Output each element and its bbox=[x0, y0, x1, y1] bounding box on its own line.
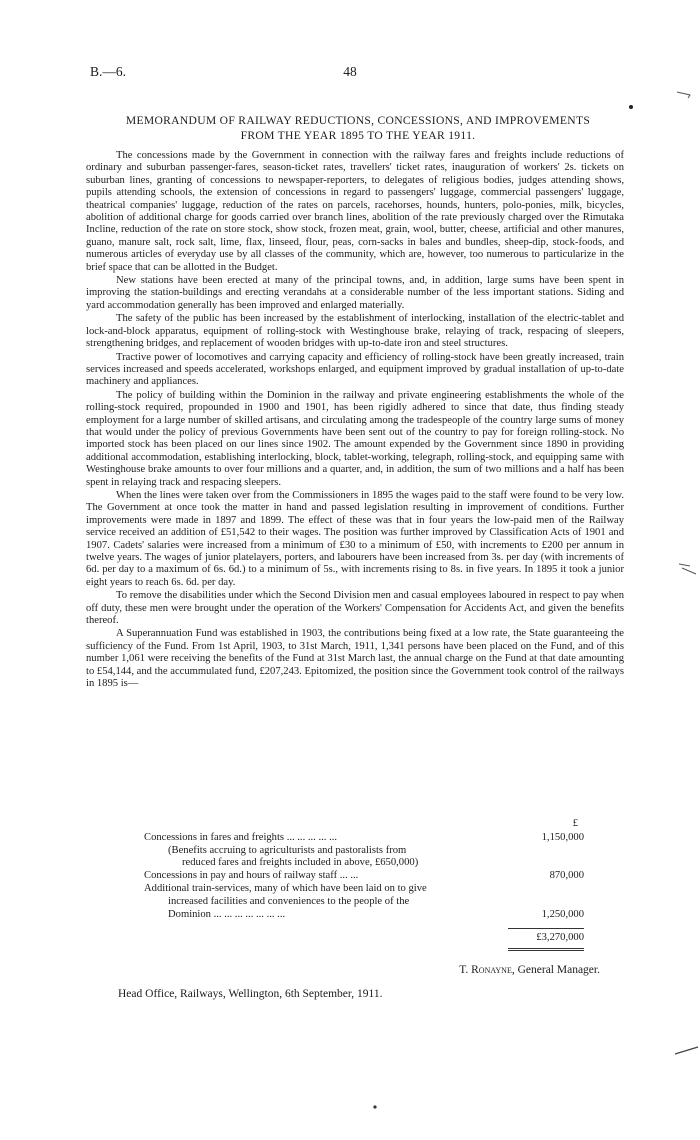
memorandum-title bbox=[86, 113, 630, 143]
paragraph-compensation: To remove the disabilities under which the Second Division men and casual employees laboured in respect to pay when off duty, these men were brought under the operation of the Workers' Compensation for Accidents Act, and given the benefits thereof. bbox=[86, 590, 624, 627]
paragraph-tractive-power: Tractive power of locomotives and carrying capacity and efficiency of rolling-stock have been greatly increased, train services increased and speeds accelerated, workshops enlarged, and equipment improved by gradual installation of up-to-date machinery and appliances. bbox=[86, 351, 624, 388]
total-rule bbox=[508, 928, 584, 929]
scan-speck bbox=[372, 1104, 378, 1110]
total-double-underline bbox=[508, 950, 584, 951]
scan-mark bbox=[676, 90, 692, 100]
row-amount: 1,250,000 bbox=[541, 909, 584, 920]
scan-mark bbox=[678, 562, 698, 576]
paragraph-superannuation: A Superannuation Fund was established in 1903, the contributions being fixed at a low rate, the State guaranteeing the sufficiency of the Fund. From 1st April, 1903, to 31st March, 1911, 1,341 persons have been placed on the Fund, and of this number 1,061 were receiving the benefits of the Fund at 31st March last, the annual charge on the Fund at that date amounting to £54,144, and the accummulated fund, £207,243. Epitomized, the position since the Government took control of the railways in 1895 is— bbox=[86, 628, 624, 690]
row-label: increased facilities and conveniences to the people of the bbox=[168, 895, 410, 907]
title-line-2: FROM THE YEAR 1895 TO THE YEAR 1911. bbox=[240, 129, 476, 142]
office-address: Head Office, Railways, Wellington, 6th September, 1911. bbox=[118, 988, 383, 1000]
row-label: Concessions in fares and freights ... ... ... ... ... bbox=[144, 832, 338, 843]
signature-block bbox=[360, 964, 600, 976]
page-reference: B.—6. bbox=[90, 64, 127, 79]
row-amount: 870,000 bbox=[549, 870, 584, 881]
signature-name: Ronayne bbox=[471, 964, 512, 976]
title-line-1: MEMORANDUM OF RAILWAY REDUCTIONS, CONCESSIONS, AND IMPROVEMENTS bbox=[125, 114, 591, 127]
row-label: Additional train-services, many of which have been laid on to give bbox=[144, 883, 427, 894]
scan-speck bbox=[628, 104, 634, 110]
paragraph-stations: New stations have been erected at many of the principal towns, and, in addition, large sums have been spent in improving the station-buildings and erecting verandahs at a considerable number of the less important stations. Siding and yard accommodation generally has been improved and enlarged materially. bbox=[86, 275, 624, 311]
row-amount: 1,150,000 bbox=[541, 832, 584, 843]
scan-mark bbox=[674, 1044, 700, 1056]
paragraph-wages: When the lines were taken over from the Commissioners in 1895 the wages paid to the staff were found to be very low. The Government at once took the matter in hand and passed legislation resulting in improvement of conditions. Further improvements were made in 1897 and 1899. The effect of these was that in four years the low-paid men of the Railway service received an addition of £51,542 to their wages. The position was further improved by Classification Acts of 1901 and 1907. Cadets' salaries were increased from a minimum of £30 to a minimum of £50, with increments to £200 per annum in twelve years. The wages of junior platelayers, porters, and labourers have been increased from 3s. per day (with increments of 6d. per day to a maximum of 6s. 6d.) to a minimum of 5s., with increments rising to 8s. in five years. In 1895 it took a junior eight years to reach 6s. 6d. per day. bbox=[86, 489, 624, 588]
row-label: Dominion ... ... ... ... ... ... ... bbox=[168, 909, 286, 920]
memorandum-body bbox=[86, 150, 624, 691]
total-underline bbox=[508, 948, 584, 949]
table-total: £3,270,000 bbox=[536, 932, 584, 943]
row-note: (Benefits accruing to agriculturists and pastoralists from bbox=[168, 844, 407, 856]
row-label: Concessions in pay and hours of railway staff ... ... bbox=[144, 870, 359, 881]
paragraph-concessions: The concessions made by the Government in connection with the railway fares and freights include reductions of ordinary and suburban passenger-fares, season-ticket rates, travellers' ticket rates, inauguration of workers' 2s. tickets on suburban lines, granting of concessions to newspaper-reporters, to delegates of religious bodies, judges attending shows, pupils attending schools, the extension of concessions in regard to passengers' luggage, commercial passengers' luggage, theatrical companies' luggage, reduction of the rates on parcels, racehorses, hounds, hunters, polo-ponies, milk, bicycles, abolition of additional charge for goods carried over branch lines, abolition of the rate previously charged over the Rimutaka Incline, reduction of the rate on store stock, show stock, frozen meat, grain, wool, butter, cheese, artificial and other manures, guano, manure salt, rock salt, lime, flax, linseed, flour, peas, corn-sacks in bales and bundles, sheep-dip, stock-foods, and numerous articles of everyday use by all classes of the community, which are, however, too numerous to particularize in the brief space that can be allotted in the Budget. bbox=[86, 150, 624, 273]
paragraph-rolling-stock-policy: The policy of building within the Dominion in the railway and private engineering establishments the whole of the rolling-stock required, propounded in 1900 and 1901, has been rigidly adhered to since that date, thus finding steady employment for a large number of skilled artisans, and circulating among the tradespeople of the country large sums of money that would under the policy of previous Governments have been sent out of the country to pay for foreign rolling-stock. No imported stock has been placed on our lines since 1902. The amount expended by the Government since 1890 in providing additional accommodation, establishing interlocking, block, tablet-working, telegraph, rolling-stock, and equipping same with Westinghouse brake amounts to over four millions and a quarter, and, in addition, the sum of two millions and a half has been spent in relaying track and respacing sleepers. bbox=[86, 389, 624, 488]
signature-title: , General Manager. bbox=[511, 964, 600, 976]
row-note: reduced fares and freights included in above, £650,000) bbox=[182, 857, 419, 868]
page-number: 48 bbox=[343, 64, 357, 79]
currency-header: £ bbox=[572, 818, 578, 829]
page-header bbox=[90, 64, 610, 84]
paragraph-safety: The safety of the public has been increased by the establishment of interlocking, installation of the electric-tablet and lock-and-block apparatus, equipment of rolling-stock with Westinghouse brake, relaying of track, respacing of sleepers, strengthening bridges, and replacement of wooden bridges with up-to-date iron and steel structures. bbox=[86, 313, 624, 350]
signature-initial: T. bbox=[459, 964, 469, 976]
